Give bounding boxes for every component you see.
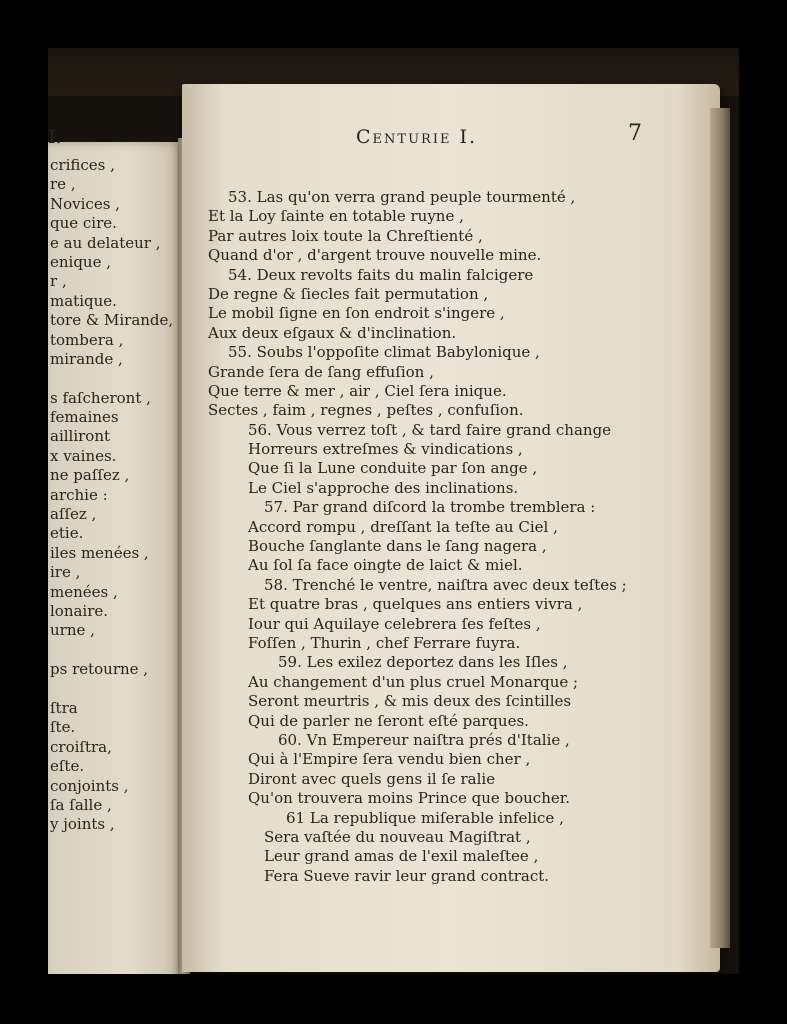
running-head: Centurie I. <box>356 126 478 148</box>
verse-line: Foſſen , Thurin , chef Ferrare fuyra. <box>248 633 521 652</box>
left-page-line: crifices , <box>50 156 115 174</box>
left-page-line: Novices , <box>50 194 120 213</box>
left-page-text <box>50 156 173 835</box>
right-page-text <box>208 188 627 886</box>
left-page-line: x vaines. <box>50 446 117 465</box>
left-page-line <box>50 641 173 660</box>
verse-line: 60. Vn Empereur naiſtra prés d'Italie , <box>278 730 570 749</box>
left-page-line: urne , <box>50 621 95 640</box>
verse-line: Accord rompu , dreſſant la teſte au Ciel , <box>248 517 558 536</box>
verse-line: Le Ciel s'approche des inclinations. <box>248 478 519 497</box>
verse-line: Au ſol ſa face oingte de laict & miel. <box>248 556 523 575</box>
verse-line: Aux deux eſgaux & d'inclination. <box>208 323 457 342</box>
left-page-line: archie : <box>50 485 108 504</box>
left-page-line: ſtra <box>50 698 78 717</box>
left-page-line: ſa ſalle , <box>50 795 112 814</box>
verse-line: 58. Trenché le ventre, naiſtra avec deux teſtes ; <box>264 575 627 594</box>
left-page-line: enique , <box>50 252 112 271</box>
page-number: 7 <box>628 121 642 146</box>
verse-line: Et la Loy ſainte en totable ruyne , <box>208 207 464 226</box>
verse-line: Sera vaſtée du nouveau Magiſtrat , <box>264 827 531 846</box>
verse-line: Horreurs extreſmes & vindications , <box>248 440 523 459</box>
verse-line: Iour qui Aquilaye celebrera ſes feſtes , <box>248 614 541 633</box>
left-page-line: femaines <box>50 408 119 427</box>
left-page-line: matique. <box>50 291 117 310</box>
left-page-line: tore & Mirande, <box>50 311 174 330</box>
left-page-line: ps retourne , <box>50 660 149 679</box>
left-page-line: etie. <box>50 524 84 543</box>
verse-line: Qu'on trouvera moins Prince que boucher. <box>248 789 571 808</box>
left-page-line: aſſez , <box>50 505 97 524</box>
verse-line: Grande ſera de ſang effuſion , <box>208 362 434 381</box>
left-page-line <box>50 369 173 388</box>
left-page-line: ailliront <box>50 427 111 446</box>
verse-line: 61 La republique miſerable infelice , <box>286 808 564 827</box>
left-page-line: ne paſſez , <box>50 466 130 485</box>
page-fore-edge <box>710 108 730 948</box>
verse-line: Leur grand amas de l'exil maleſtee , <box>264 847 539 866</box>
book-photo <box>48 48 739 974</box>
verse-line: 59. Les exilez deportez dans les Iſles , <box>278 653 568 672</box>
verse-line: Seront meurtris , & mis deux des ſcintilles <box>248 692 572 711</box>
left-page-line <box>50 680 173 699</box>
left-page-line: e au delateur , <box>50 233 161 252</box>
left-page-line: eſte. <box>50 757 85 776</box>
left-page-line: iles menées , <box>50 543 149 562</box>
verse-line: 56. Vous verrez toſt , & tard faire grand change <box>248 420 612 439</box>
verse-line: Que terre & mer , air , Ciel ſera inique. <box>208 381 507 400</box>
left-page-line: s faſcheront , <box>50 388 151 407</box>
verse-line: 55. Soubs l'oppoſite climat Babylonique , <box>228 343 540 362</box>
left-page-line: tombera , <box>50 330 124 349</box>
verse-line: 57. Par grand diſcord la trombe tremblera : <box>264 498 596 517</box>
left-page-line: lonaire. <box>50 601 109 620</box>
left-page-line: croiſtra, <box>50 737 112 756</box>
verse-line: Quand d'or , d'argent trouve nouvelle mine. <box>208 246 542 265</box>
left-page-line: mirande , <box>50 349 123 368</box>
left-page-line: menées , <box>50 582 118 601</box>
verse-line: 53. Las qu'on verra grand peuple tourmenté , <box>228 188 576 206</box>
verse-line: Diront avec quels gens il ſe ralie <box>248 769 496 788</box>
verse-line: Que ſi la Lune conduite par ſon ange , <box>248 459 538 478</box>
left-page-line: ſte. <box>50 718 76 737</box>
verse-line: Le mobil ſigne en ſon endroit s'ingere , <box>208 304 505 323</box>
left-page-line: conjoints , <box>50 776 129 795</box>
left-page-line: y joints , <box>50 815 115 834</box>
verse-line: Qui de parler ne ſeront eſté parques. <box>248 711 529 730</box>
verse-line: Sectes , faim , regnes , peſtes , confuſion. <box>208 401 524 420</box>
verse-line: Fera Sueve ravir leur grand contract. <box>264 866 550 885</box>
left-page-line: re , <box>50 175 76 194</box>
verse-line: De regne & ſiecles fait permutation , <box>208 284 489 303</box>
left-page-line: ire , <box>50 563 81 582</box>
left-page-line: que cire. <box>50 214 117 233</box>
verse-line: Qui à l'Empire ſera vendu bien cher , <box>248 750 531 769</box>
verse-line: Par autres loix toute la Chreſtienté , <box>208 226 483 245</box>
left-running-head: I. <box>48 126 62 148</box>
verse-line: Et quatre bras , quelques ans entiers vivra , <box>248 595 583 614</box>
left-page-line: r , <box>50 272 67 291</box>
verse-line: Bouche ſanglante dans le ſang nagera , <box>248 537 547 556</box>
verse-line: 54. Deux revolts faits du malin falcigere <box>228 265 534 284</box>
verse-line: Au changement d'un plus cruel Monarque ; <box>248 672 579 691</box>
